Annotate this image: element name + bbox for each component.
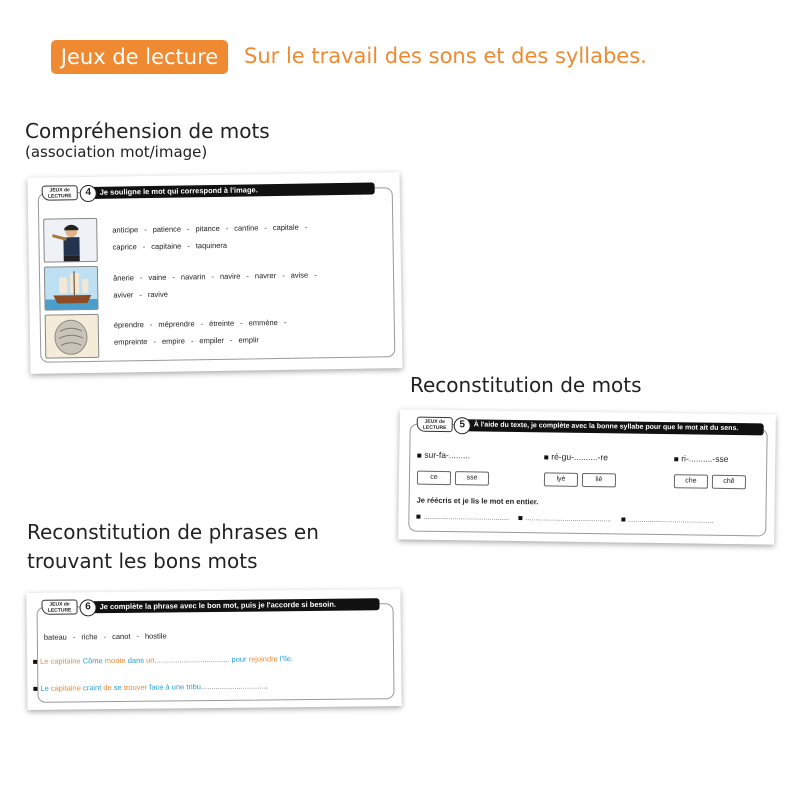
word-separator: -: [190, 336, 194, 346]
word-separator: -: [139, 290, 142, 300]
rewrite-instruction: Je réécris et je lis le mot en entier.: [416, 495, 539, 507]
word-row-2-line-2: [113, 290, 168, 300]
word-option[interactable]: navire: [219, 271, 241, 281]
word-option[interactable]: pitance: [195, 223, 220, 234]
instruction-bar: Je souligne le mot qui correspond à l'image.: [90, 182, 375, 198]
word-separator: -: [139, 273, 143, 283]
exercise-number: 6: [79, 599, 96, 616]
word-option[interactable]: ravive: [147, 289, 168, 300]
word-bank: bateau - riche - canot - hostile: [43, 631, 167, 642]
word-separator: -: [149, 319, 153, 330]
word-option[interactable]: patience: [152, 224, 182, 234]
exercise-number: 4: [80, 185, 97, 202]
section-title-comprehension: Compréhension de mots: [25, 119, 270, 143]
section-title-reconstitution-phrases-line1: Reconstitution de phrases en: [27, 520, 319, 544]
word-option[interactable]: navarin: [180, 272, 206, 282]
syllable-option-che[interactable]: che: [674, 474, 708, 488]
word-separator: -: [200, 319, 204, 329]
instruction-bar: Je complète la phrase avec le bon mot, puis je l'accorde si besoin.: [89, 598, 379, 613]
exercise-card-6: [26, 589, 401, 710]
word-option[interactable]: capitale: [272, 222, 299, 233]
word-option[interactable]: avise: [290, 270, 309, 280]
word-option[interactable]: anticipe: [112, 225, 139, 235]
syllable-word-3: ri-..........-sse: [674, 453, 728, 464]
word-separator: -: [264, 223, 267, 233]
word-option[interactable]: vaine: [148, 272, 167, 283]
word-separator: -: [304, 222, 308, 232]
syllable-option-lye[interactable]: lyè: [544, 472, 578, 486]
word-option[interactable]: navrer: [254, 271, 277, 281]
word-option[interactable]: ânerie: [112, 273, 134, 283]
word-separator: -: [225, 223, 229, 233]
captain-image: [43, 218, 98, 263]
exercise-card-4: [27, 172, 402, 374]
sentence-1: Le capitaine Côme monte dans un.................................... pour rejoindre l'île.: [33, 654, 293, 666]
header-badge: Jeux de lecture: [51, 40, 228, 74]
exercise-card-5: [398, 409, 776, 544]
fossil-image: [45, 314, 100, 359]
word-separator: -: [283, 317, 287, 327]
word-separator: -: [144, 225, 147, 235]
word-separator: -: [211, 272, 215, 282]
word-option[interactable]: caprice: [112, 242, 137, 252]
jeux-de-lecture-logo: JEUX de LECTURE: [42, 185, 78, 201]
word-separator: -: [142, 242, 146, 252]
syllable-option-ce[interactable]: ce: [417, 471, 451, 485]
word-option[interactable]: aviver: [113, 290, 134, 300]
sentence-2: Le capitaine craint de se trouver face à une tribu................................: [33, 681, 267, 692]
syllable-word-1: sur-fa-.........: [417, 450, 470, 461]
word-option[interactable]: méprendre: [158, 319, 195, 329]
section-subtitle-comprehension: (association mot/image): [25, 143, 208, 161]
section-title-reconstitution-mots: Reconstitution de mots: [410, 373, 642, 397]
word-option[interactable]: emplir: [238, 335, 259, 345]
instruction-bar: À l'aide du texte, je complète avec la bonne syllabe pour que le mot ait du sens.: [464, 419, 764, 435]
word-option[interactable]: étreinte: [209, 318, 235, 329]
word-separator: -: [187, 241, 190, 251]
word-option[interactable]: capitaine: [151, 241, 182, 251]
word-separator: -: [246, 271, 249, 281]
word-option[interactable]: éprendre: [113, 320, 144, 330]
syllable-word-2: ré-gu-..........-re: [544, 451, 608, 462]
word-option[interactable]: emmène: [248, 318, 278, 328]
word-separator: -: [314, 270, 317, 280]
word-option[interactable]: taquinera: [195, 240, 228, 251]
word-row-1-line-2: [113, 241, 228, 252]
word-option[interactable]: empiler: [199, 335, 225, 346]
rewrite-lines: ............................................ ............................................ ............................................: [416, 514, 713, 525]
word-separator: -: [186, 224, 190, 234]
ship-image: [44, 266, 99, 311]
word-option[interactable]: empire: [161, 336, 185, 346]
section-title-reconstitution-phrases-line2: trouvant les bons mots: [27, 549, 258, 573]
header-subtitle: Sur le travail des sons et des syllabes.: [244, 44, 647, 68]
jeux-de-lecture-logo: JEUX de LECTURE: [417, 417, 453, 433]
word-separator: -: [172, 272, 175, 282]
word-separator: -: [153, 336, 156, 346]
word-option[interactable]: empreinte: [114, 337, 148, 347]
exercise-number: 5: [454, 417, 471, 434]
syllable-option-che-circumflex[interactable]: chê: [712, 475, 746, 489]
word-separator: -: [282, 270, 285, 280]
syllable-option-lie[interactable]: liè: [582, 473, 616, 487]
syllable-option-sse[interactable]: sse: [455, 471, 489, 485]
word-option[interactable]: cantine: [234, 223, 259, 233]
word-separator: -: [229, 335, 233, 345]
jeux-de-lecture-logo: JEUX de LECTURE: [41, 599, 77, 614]
word-separator: -: [240, 318, 243, 328]
